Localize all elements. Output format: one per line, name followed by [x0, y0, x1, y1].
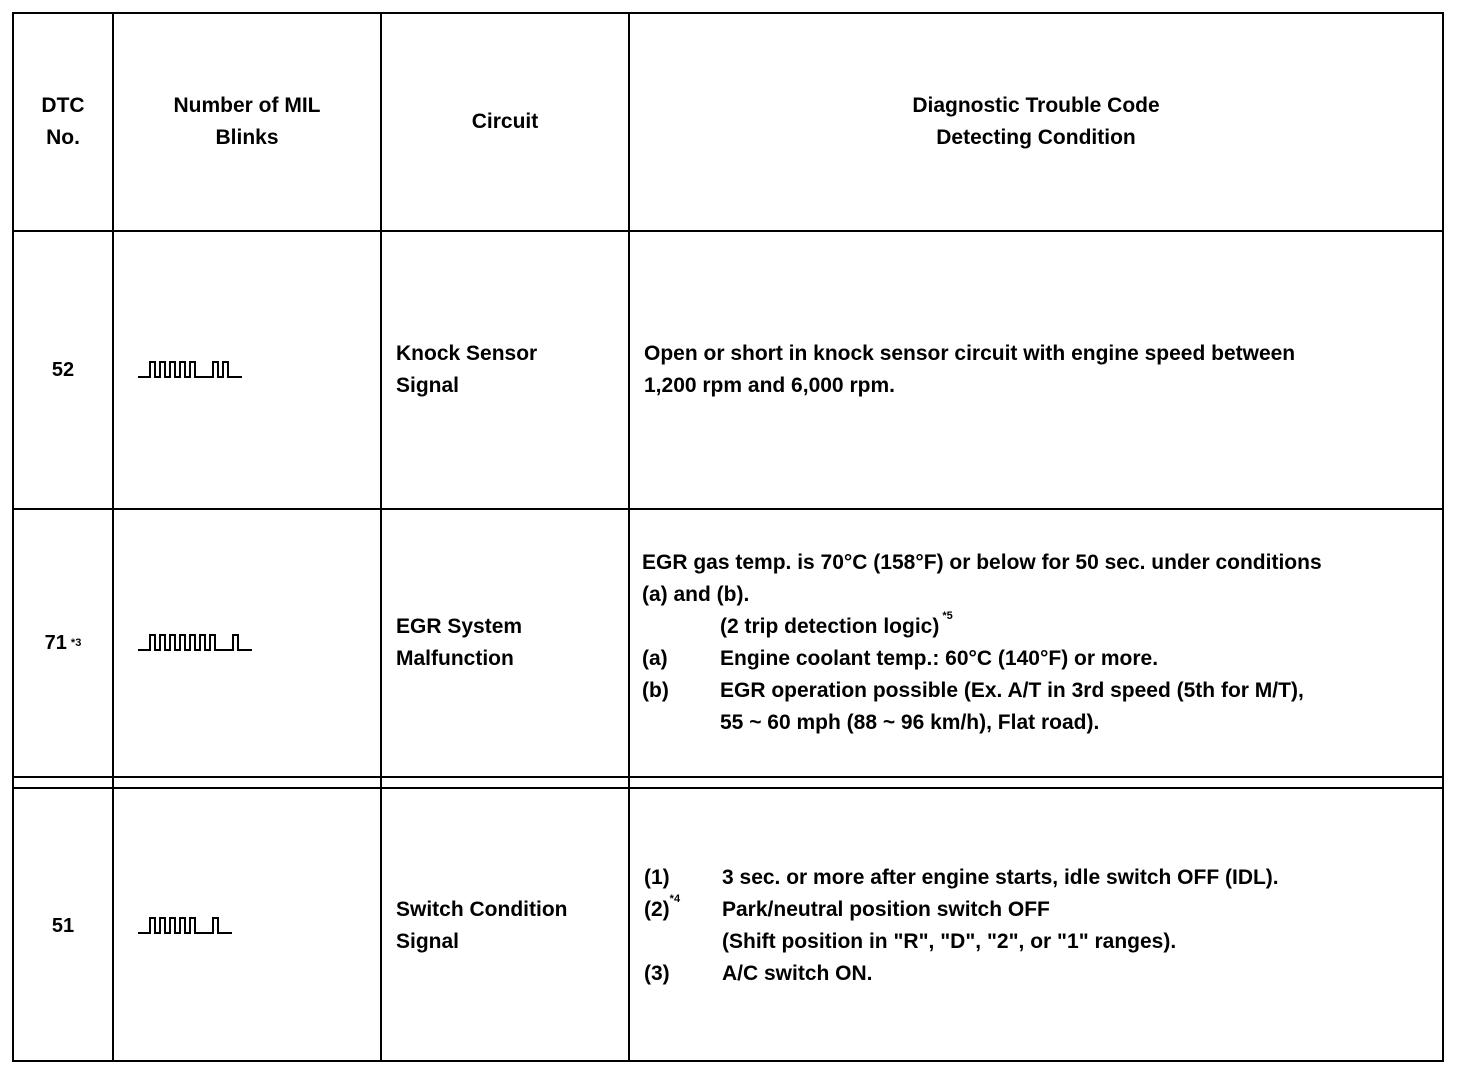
condition-line: Open or short in knock sensor circuit with engine speed between	[644, 342, 1296, 365]
condition-note	[642, 611, 1442, 643]
header-dtc-line1: DTC	[41, 94, 85, 117]
condition-item	[644, 958, 1434, 990]
condition-item-label: (b)	[642, 679, 669, 702]
condition-item-label	[644, 958, 722, 990]
dtc-footnote-mark: *3	[70, 637, 82, 649]
condition-item-label	[644, 894, 722, 926]
condition-line: (a) and (b).	[642, 583, 750, 606]
mil-blink-pattern	[138, 358, 244, 382]
row-51-circuit	[382, 789, 628, 1062]
circuit-line: Switch Condition	[396, 897, 568, 921]
blink-pulse-train	[138, 918, 232, 933]
mil-blink-pattern	[138, 631, 254, 655]
condition-item	[642, 643, 1442, 675]
row-52-dtc	[14, 232, 112, 508]
condition-item	[642, 675, 1442, 707]
row-divider	[14, 776, 1442, 778]
dtc-number: 51	[51, 914, 75, 937]
row-71-dtc	[14, 510, 112, 776]
blink-pulse-train	[138, 635, 252, 650]
header-circuit	[382, 14, 628, 230]
condition-note-text: (2 trip detection logic)	[720, 615, 940, 638]
circuit-line: Malfunction	[396, 647, 514, 670]
condition-item-label-text: (1)	[644, 865, 670, 889]
row-71-circuit	[382, 510, 628, 776]
header-dtc	[14, 14, 112, 230]
condition-item-text: 3 sec. or more after engine starts, idle switch OFF (IDL).	[722, 865, 1279, 889]
condition-item-text: Engine coolant temp.: 60°C (140°F) or more.	[720, 647, 1159, 670]
row-52-circuit	[382, 232, 628, 508]
condition-item	[644, 862, 1434, 894]
header-blinks-line1: Number of MIL	[173, 94, 321, 117]
dtc-number: 52	[51, 359, 75, 381]
row-51-blinks	[114, 789, 380, 1062]
header-blinks-line2: Blinks	[215, 126, 279, 149]
circuit-line: Signal	[396, 929, 460, 953]
condition-item-label	[644, 862, 722, 894]
circuit-line: EGR System	[396, 615, 523, 638]
mil-blink-pattern	[138, 914, 234, 938]
condition-item-label-text: (2)	[644, 897, 670, 921]
row-71-condition	[630, 510, 1442, 776]
condition-item	[644, 894, 1434, 926]
row-52-blinks	[114, 232, 380, 508]
header-condition-line2: Detecting Condition	[936, 126, 1136, 149]
row-51-dtc	[14, 789, 112, 1062]
condition-item-text: EGR operation possible (Ex. A/T in 3rd speed (5th for M/T),	[720, 679, 1304, 702]
header-circuit-line1: Circuit	[471, 110, 539, 133]
condition-item-text: Park/neutral position switch OFF	[722, 897, 1050, 921]
condition-line: 1,200 rpm and 6,000 rpm.	[644, 374, 895, 397]
header-condition	[630, 14, 1442, 230]
circuit-line: Signal	[396, 374, 460, 397]
condition-item-text: A/C switch ON.	[722, 961, 873, 985]
header-dtc-line2: No.	[46, 126, 80, 149]
header-condition-line1: Diagnostic Trouble Code	[912, 94, 1160, 117]
row-52-condition	[630, 232, 1442, 508]
condition-item-label: (a)	[642, 647, 668, 670]
condition-line: EGR gas temp. is 70°C (158°F) or below for 50 sec. under conditions	[642, 551, 1322, 574]
condition-item-label-text: (3)	[644, 961, 670, 985]
dtc-number: 71	[44, 632, 67, 654]
header-blinks	[114, 14, 380, 230]
row-51-condition	[630, 789, 1442, 1062]
condition-item-text-cont: 55 ~ 60 mph (88 ~ 96 km/h), Flat road).	[720, 711, 1100, 734]
dtc-table	[12, 12, 1444, 1062]
circuit-line: Knock Sensor	[396, 342, 538, 365]
row-71-blinks	[114, 510, 380, 776]
condition-note-mark: *5	[942, 610, 953, 622]
blink-pulse-train	[138, 362, 242, 377]
condition-item-text-cont: (Shift position in "R", "D", "2", or "1" ranges).	[722, 929, 1177, 953]
condition-item-footnote-mark: *4	[669, 892, 681, 905]
